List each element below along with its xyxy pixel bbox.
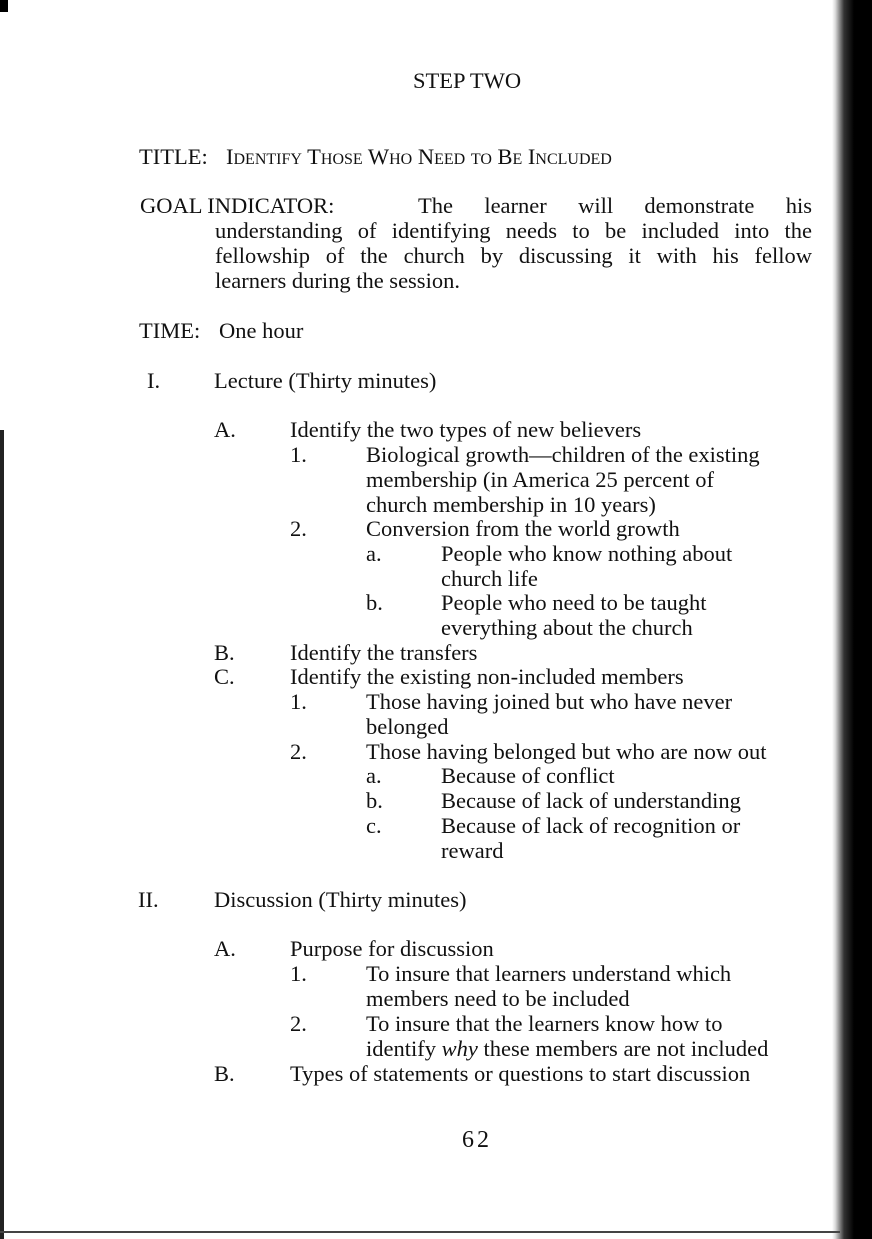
outline-text: Because of lack of recognition or [441, 813, 741, 838]
outline-text: Conversion from the world growth [366, 516, 680, 541]
outline-label: 1. [290, 961, 307, 986]
title-text: Identify Those Who Need to Be Included [226, 144, 612, 169]
goal-line-4: learners during the session. [215, 268, 460, 293]
outline-text: members need to be included [366, 986, 630, 1011]
outline-text: Those having belonged but who are now out [366, 739, 767, 764]
outline-label: a. [366, 541, 382, 566]
outline-label: c. [366, 813, 382, 838]
outline-label: b. [366, 788, 383, 813]
goal-line-1: The learner will demonstrate his [418, 193, 812, 218]
goal-line-2: understanding of identifying needs to be included into the [215, 218, 812, 243]
outline-text: reward [441, 838, 504, 863]
outline-label: A. [214, 417, 236, 442]
outline-text: To insure that the learners know how to [366, 1011, 723, 1036]
scan-right-edge [832, 0, 872, 1239]
outline-label: 2. [290, 516, 307, 541]
outline-text: People who need to be taught [441, 590, 707, 615]
outline-text: Types of statements or questions to start discussion [290, 1061, 751, 1086]
outline-text: Lecture (Thirty minutes) [214, 368, 437, 393]
outline-label: 2. [290, 739, 307, 764]
scan-corner-mark [0, 0, 8, 12]
outline-label: A. [214, 936, 236, 961]
outline-text: People who know nothing about [441, 541, 733, 566]
outline-label: 1. [290, 689, 307, 714]
outline-text: these members are not included [477, 1036, 769, 1061]
outline-text: church life [441, 566, 538, 591]
goal-label: GOAL INDICATOR: [140, 193, 335, 218]
outline-label: I. [147, 368, 161, 393]
time-value: One hour [219, 318, 304, 343]
outline-label: a. [366, 763, 382, 788]
outline-text-with-emphasis [366, 1036, 768, 1062]
outline-label: II. [138, 887, 159, 912]
time-label: TIME: [139, 318, 201, 343]
outline-text: membership (in America 25 percent of [366, 467, 715, 492]
outline-text: Biological growth—children of the existing [366, 442, 760, 467]
scan-left-edge [0, 430, 4, 1239]
outline-text: Those having joined but who have never [366, 689, 733, 714]
outline-text: To insure that learners understand which [366, 961, 732, 986]
title-label: TITLE: [139, 144, 208, 169]
outline-text: Because of lack of understanding [441, 788, 741, 813]
outline-label: B. [214, 640, 235, 665]
outline-text: church membership in 10 years) [366, 492, 656, 517]
outline-text: Identify the existing non-included members [290, 664, 684, 689]
outline-text: Identify the transfers [290, 640, 478, 665]
outline-text: everything about the church [441, 615, 693, 640]
outline-label: C. [214, 664, 235, 689]
page-number: 62 [462, 1127, 492, 1153]
scan-bottom-edge [0, 1231, 840, 1233]
outline-label: B. [214, 1061, 235, 1086]
outline-label: 1. [290, 442, 307, 467]
outline-text: belonged [366, 714, 449, 739]
outline-label: 2. [290, 1011, 307, 1036]
emphasis-word: why [441, 1036, 478, 1061]
goal-line-3: fellowship of the church by discussing it with his fellow [215, 243, 812, 268]
outline-text: Purpose for discussion [290, 936, 494, 961]
outline-label: b. [366, 590, 383, 615]
page-heading: STEP TWO [413, 68, 522, 93]
outline-text: identify [366, 1036, 442, 1061]
outline-text: Identify the two types of new believers [290, 417, 642, 442]
outline-text: Discussion (Thirty minutes) [214, 887, 467, 912]
outline-text: Because of conflict [441, 763, 615, 788]
